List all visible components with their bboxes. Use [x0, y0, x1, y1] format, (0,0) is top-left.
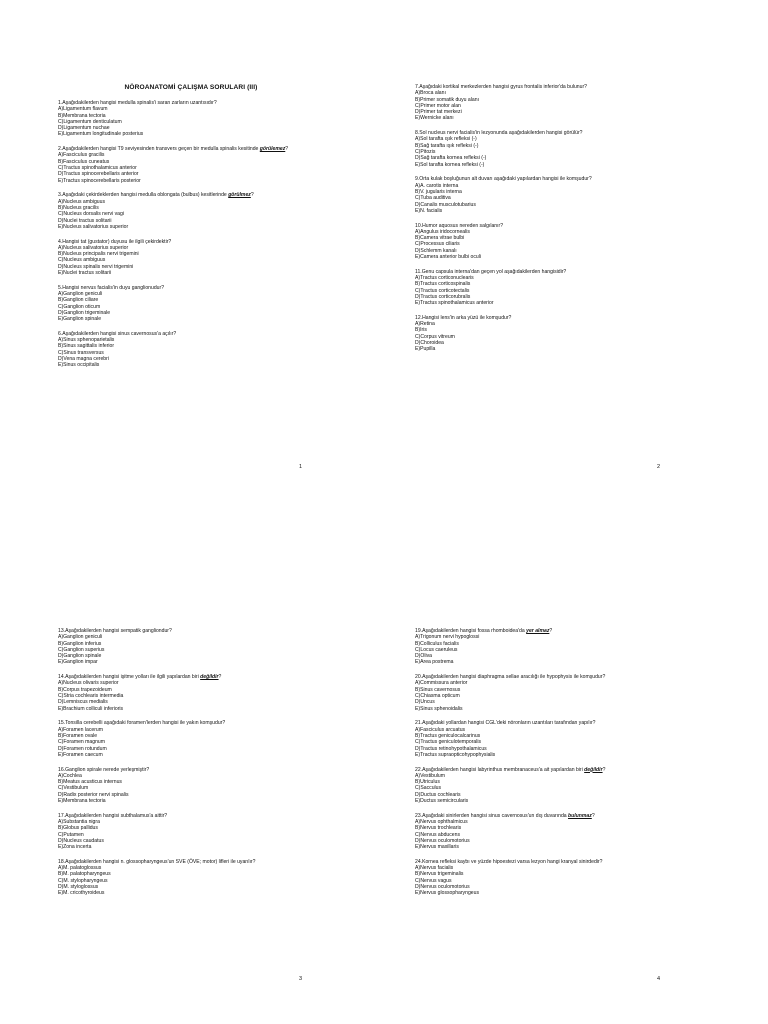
answer-option: A)Broca alanı	[415, 90, 446, 97]
answer-option: A)Trigonum nervi hypoglossi	[415, 634, 480, 641]
answer-option: B)Nervus trigeminalis	[415, 871, 464, 878]
answer-option: D)Primer tat merkezi	[415, 109, 462, 116]
answer-option: A)Nervus facialis	[415, 865, 454, 872]
answer-option: B)Corpus trapezoideum	[58, 686, 112, 693]
emphasized-text: görülemez	[259, 146, 286, 153]
question-block	[415, 269, 682, 307]
answer-option: E)Ductus semicircularis	[415, 798, 469, 804]
answer-option: D)Canalis musculotubarius	[415, 201, 476, 208]
answer-option: B)Fasciculus cuneatus	[58, 158, 110, 165]
question-block	[58, 628, 324, 666]
question-block	[58, 331, 324, 369]
question-list	[58, 100, 324, 369]
answer-option: E)Tractus spinothalamicus anterior	[415, 300, 494, 307]
question-text: 13.Aşağıdakilerden hangisi sempatik gangliondur?	[58, 628, 172, 634]
answer-option: A)Fasciculus gracilis	[58, 152, 105, 159]
answer-option: C)Nervus vagus	[415, 877, 452, 884]
answer-option: B)Tractus corticospinalis	[415, 281, 471, 288]
question-block	[58, 100, 324, 138]
question-text: ?	[218, 674, 222, 681]
answer-option: E)Pupilla	[415, 346, 436, 353]
answer-option: D)Radix posterior nervi spinalis	[58, 791, 129, 798]
question-block	[58, 859, 324, 897]
answer-option: D)Tractus retinohypothalamicus	[415, 745, 487, 752]
answer-option: C)Vestibulum	[58, 785, 89, 792]
answer-option: C)Corpus vitreum	[415, 333, 455, 340]
page-content	[415, 628, 682, 905]
answer-option: E)N. facialis	[415, 207, 443, 214]
question-text: 12.Hangisi lens'in arka yüzü ile komşudur?	[415, 314, 512, 321]
answer-option: B)Meatus acusticus internus	[58, 779, 122, 786]
question-block	[415, 813, 682, 851]
question-block	[58, 720, 324, 758]
question-text: 14.Aşağıdakilerden hangisi işitme yolları ile ilgili yapılardan biri	[58, 674, 201, 681]
answer-option: E)Membrana tectoria	[58, 798, 106, 804]
answer-option: C)Nervus abducens	[415, 831, 461, 838]
answer-option: C)Pitozis	[415, 149, 436, 156]
answer-option: D)Lemniscus medialis	[58, 699, 108, 706]
question-block	[58, 146, 324, 184]
question-text: 18.Aşağıdakilerden hangisi n. glossopharyngeus'un SVE (ÖVE; motor) lifleri ile uyarılır?	[58, 858, 256, 865]
question-text: 6.Aşağıdakilerden hangisi sinus cavernosus'a açılır?	[58, 330, 177, 337]
answer-option: E)Nucleus salivatorius superior	[58, 223, 129, 230]
answer-option: B)Tractus geniculocalcarinus	[415, 732, 481, 739]
question-text: 24.Kornea refleksi kaybı ve yüzde hipoestezi varsa lezyon hangi kranyal sinirdedir?	[415, 858, 603, 865]
answer-option: A)M. palatoglossus	[58, 865, 102, 872]
answer-option: E)Sinus occipitalis	[58, 362, 100, 369]
emphasized-text: bulunmaz	[568, 812, 592, 819]
question-block	[58, 285, 324, 323]
question-block	[415, 674, 682, 712]
answer-option: C)Tractus spinothalamicus anterior	[58, 165, 137, 172]
answer-option: B)Colliculus facialis	[415, 640, 459, 647]
page-number: 1	[298, 464, 302, 470]
answer-option: B)Sinus sagittalis inferior	[58, 343, 115, 350]
question-text: 5.Hangisi nervus facialis'in duyu ganglionudur?	[58, 284, 165, 291]
answer-option: A)Vestibulum	[415, 772, 446, 779]
page-number: 2	[656, 464, 660, 470]
page-2	[384, 0, 768, 512]
answer-option: E)Zona incerta	[58, 844, 92, 851]
answer-option: B)Foramen ovale	[58, 732, 98, 739]
answer-option: D)M. styloglossus	[58, 884, 99, 891]
page-content	[58, 628, 324, 905]
answer-option: A)Substantia nigra	[58, 818, 100, 825]
answer-option: E)Ganglion spinale	[58, 316, 102, 323]
question-block	[415, 223, 682, 261]
question-block	[415, 767, 682, 805]
question-block	[415, 130, 682, 168]
answer-option: A)Ganglion geniculi	[58, 634, 103, 641]
answer-option: C)Ganglion superius	[58, 646, 105, 653]
question-text: ?	[285, 146, 289, 153]
emphasized-text: görülmez	[228, 192, 251, 199]
answer-option: B)Ganglion inferius	[58, 640, 102, 647]
answer-option: D)Sağ tarafta kornea refleksi (-)	[415, 155, 487, 162]
question-text: 1.Aşağıdakilerden hangisi medulla spinalis'i saran zarların uzantısıdır?	[58, 100, 217, 106]
answer-option: E)Foramen caecum	[58, 751, 103, 758]
answer-option: A)Sinus sphenoparietalis	[58, 337, 115, 344]
answer-option: B)Sağ tarafta ışık refleksi (-)	[415, 142, 479, 149]
answer-option: C)Tractus corticotectalis	[415, 287, 470, 294]
answer-option: A)Cochlea	[58, 772, 82, 779]
question-block	[415, 720, 682, 758]
answer-option: D)Tractus corticorubralis	[415, 293, 471, 300]
answer-option: A)Nucleus salivatorius superior	[58, 244, 129, 251]
answer-option: E)Ligamentum longitudinale posterius	[58, 131, 144, 138]
answer-option: D)Uncus	[415, 699, 435, 706]
answer-option: D)Foramen rotundum	[58, 745, 107, 752]
answer-option: C)Primer motor alan	[415, 102, 461, 109]
document-title: NÖROANATOMİ ÇALIŞMA SORULARI (III)	[124, 84, 258, 91]
question-block	[58, 239, 324, 277]
answer-option: B)Nucleus principalis nervi trigemini	[58, 251, 139, 258]
answer-option: C)Tuba auditiva	[415, 195, 451, 202]
answer-option: A)Nucleus ambiguus	[58, 198, 105, 205]
emphasized-text: değildir	[200, 674, 219, 681]
question-block	[58, 813, 324, 851]
answer-option: A)Ligamentum flavum	[58, 106, 108, 113]
question-text: 23.Aşağıdaki sinirlerden hangisi sinus cavernosus'un dış duvarında	[415, 812, 569, 819]
answer-option: C)Locus caeruleus	[415, 646, 458, 653]
answer-option: B)M. palatopharyngeus	[58, 871, 111, 878]
answer-option: A)Commissura anterior	[415, 680, 468, 687]
answer-option: C)Chiasma opticum	[415, 693, 460, 700]
question-text: ?	[250, 192, 254, 199]
answer-option: D)Ganglion spinale	[58, 653, 102, 660]
question-block	[415, 628, 682, 666]
answer-option: E)Sol tarafta kornea refleksi (-)	[415, 161, 485, 168]
question-text: 11.Genu capsula interna'dan geçen yol aşağıdakilerden hangisidir?	[415, 268, 567, 275]
question-text: 7.Aşağıdaki kortikal merkezlerden hangisi gyrus frontalis inferior'da bulunur?	[415, 84, 587, 90]
answer-option: A)Nervus ophthalmicus	[415, 818, 468, 825]
question-text: 16.Ganglion spirale nerede yerleşmiştir?	[58, 766, 150, 773]
answer-option: E)Ganglion impar	[58, 659, 98, 666]
question-list	[415, 84, 682, 353]
answer-option: A)A. carotis interna	[415, 182, 459, 189]
answer-option: D)Ganglion trigeminale	[58, 309, 111, 316]
answer-option: D)Nucleus spinalis nervi trigemini	[58, 263, 134, 270]
question-text: 15.Tonsilla cerebelli aşağıdaki foramen'lerden hangisi ile yakın komşudur?	[58, 720, 226, 727]
question-text: ?	[602, 766, 606, 773]
answer-option: C)M. stylopharyngeus	[58, 877, 108, 884]
question-text: 19.Aşağıdakilerden hangisi fossa rhomboidea'da	[415, 628, 527, 634]
answer-option: D)Nuclei tractus solitarii	[58, 217, 112, 224]
answer-option: B)Utriculus	[415, 779, 440, 786]
answer-option: B)Ganglion ciliare	[58, 297, 99, 304]
answer-option: D)Schlemm kanalı	[415, 247, 457, 254]
question-list	[58, 628, 324, 897]
answer-option: D)Oliva	[415, 653, 432, 660]
page-1	[0, 0, 384, 512]
answer-option: C)Stria cochlearis intermedia	[58, 693, 124, 700]
question-text: 21.Aşağıdaki yollardan hangisi CGL'deki nöronların uzantıları tarafından yapılır?	[415, 720, 596, 727]
question-text: 3.Aşağıdaki çekirdeklerden hangisi medulla oblongata (bulbus) kesitlerinde	[58, 192, 229, 199]
answer-option: A)Angulus iridocornealis	[415, 228, 470, 235]
answer-option: C)Sacculus	[415, 785, 442, 792]
question-block	[58, 767, 324, 805]
answer-option: E)Camera anterior bulbi oculi	[415, 254, 481, 260]
answer-option: A)Sol tarafta ışık refleksi (-)	[415, 136, 477, 143]
answer-option: C)Foramen magnum	[58, 739, 105, 746]
answer-option: D)Ductus cochlearis	[415, 791, 461, 798]
page-number: 3	[298, 976, 302, 982]
answer-option: E)Brachium colliculi inferioris	[58, 705, 124, 712]
question-text: 4.Hangisi tat (gustator) duyusu ile ilgili çekirdektir?	[58, 238, 172, 245]
answer-option: D)Nervus oculomotorius	[415, 837, 470, 844]
answer-option: B)Membrana tectoria	[58, 112, 106, 119]
answer-option: E)Area postrema	[415, 659, 454, 666]
answer-option: C)Processus ciliaris	[415, 241, 460, 248]
answer-option: C)Sinus transversus	[58, 349, 104, 356]
answer-option: E)Wernicke alanı	[415, 115, 454, 122]
answer-option: D)Nucleus caudatus	[58, 837, 104, 844]
answer-option: C)Ligamentum denticulatum	[58, 118, 122, 125]
question-list	[415, 628, 682, 897]
answer-option: E)Nervus glossopharyngeus	[415, 890, 479, 897]
answer-option: B)Primer somatik duyu alanı	[415, 96, 479, 103]
answer-option: E)Nervus maxillaris	[415, 844, 459, 851]
answer-option: D)Ligamentum nuchae	[58, 125, 110, 132]
answer-option: D)Vena magna cerebri	[58, 356, 109, 363]
question-text: 22.Aşağıdakilerden hangisi labyrinthus membranaceus'a ait yapılardan biri	[415, 766, 585, 773]
question-block	[58, 192, 324, 230]
question-text: ?	[591, 812, 595, 819]
answer-option: A)Tractus corticonuclearis	[415, 274, 474, 281]
answer-option: C)Ganglion oticum	[58, 303, 101, 310]
question-block	[415, 84, 682, 122]
answer-option: A)Fasciculus arcuatus	[415, 726, 466, 733]
answer-option: B)Nervus trochlearis	[415, 825, 462, 832]
question-text: 20.Aşağıdakilerden hangisi diaphragma sellae aracılığı ile hypophysis ile komşudur?	[415, 674, 606, 681]
page-4	[384, 512, 768, 1024]
answer-option: A)Foramen lacerum	[58, 726, 104, 733]
question-text: 8.Sol nucleus nervi facialis'in lezyonunda aşağıdakilerden hangisi görülür?	[415, 130, 583, 137]
answer-option: E)Tractus spinocerebellaris posterior	[58, 177, 141, 184]
answer-option: E)Nuclei tractus solitarii	[58, 270, 112, 276]
question-text: 2.Aşağıdakilerden hangisi T9 seviyesinden transvers geçen bir medulla spinalis kesitinde	[58, 146, 260, 153]
question-text: 9.Orta kulak boşluğunun alt duvarı aşağıdaki yapılardan hangisi ile komşudur?	[415, 176, 592, 183]
answer-option: D)Tractus spinocerebellaris anterior	[58, 171, 139, 178]
answer-option: C)Nucleus ambiguus	[58, 257, 106, 264]
answer-option: B)Globus pallidus	[58, 825, 98, 832]
page-content	[415, 84, 682, 361]
question-block	[58, 674, 324, 712]
page-number: 4	[656, 976, 660, 982]
answer-option: A)Retina	[415, 321, 435, 328]
answer-option: B)Sinus cavernosus	[415, 686, 461, 693]
answer-option: B)Nucleus gracilis	[58, 204, 99, 211]
answer-option: C)Tractus geniculotemporalis	[415, 739, 482, 746]
page-3	[0, 512, 384, 1024]
question-block	[415, 176, 682, 214]
answer-option: B)Iris	[415, 327, 427, 334]
question-block	[415, 859, 682, 897]
question-block	[415, 315, 682, 353]
answer-option: A)Ganglion geniculi	[58, 290, 103, 297]
answer-option: D)Nervus oculomotorius	[415, 884, 470, 891]
answer-option: B)Camera vitrae bulbi	[415, 235, 465, 242]
answer-option: E)Tractus supraopticohypophysialis	[415, 751, 496, 758]
page-content	[58, 84, 324, 377]
question-text: 10.Humor aquosus nereden salgılanır?	[415, 222, 504, 229]
answer-option: D)Choroidea	[415, 340, 444, 347]
question-text: 17.Aşağıdakilerden hangisi subthalamus'a aittir?	[58, 812, 168, 819]
emphasized-text: değildir	[584, 766, 603, 773]
emphasized-text: yer almaz	[526, 628, 550, 634]
answer-option: A)Nucleus olivaris superior	[58, 680, 119, 687]
answer-option: E)M. cricothyroideus	[58, 890, 105, 897]
answer-option: B)V. jugularis interna	[415, 188, 462, 195]
answer-option: C)Nucleus dorsalis nervi vagi	[58, 211, 124, 218]
answer-option: E)Sinus sphenoidalis	[415, 705, 463, 712]
question-text: ?	[549, 628, 553, 634]
answer-option: C)Putamen	[58, 831, 84, 838]
